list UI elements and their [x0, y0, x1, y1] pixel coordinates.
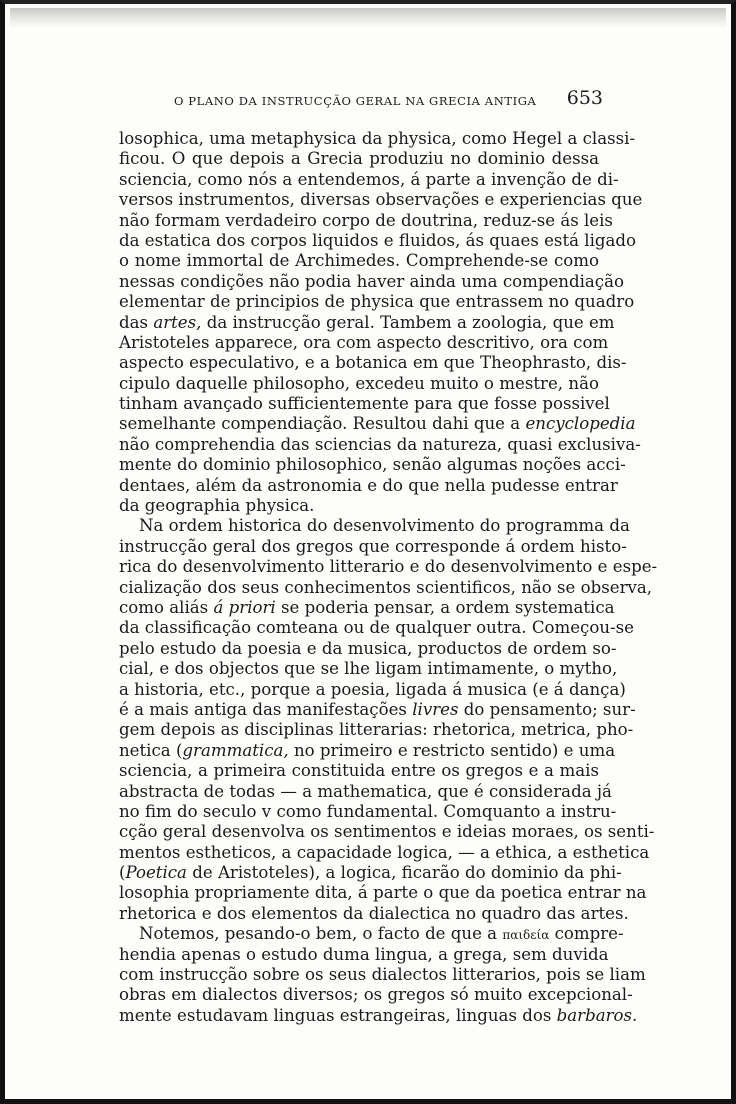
text-run: no primeiro e restricto sentido) e uma — [288, 740, 616, 760]
text-line: aspecto especulativo, e a botanica em que Theophrasto, dis- — [119, 353, 627, 373]
italic-run: barbaros. — [556, 1005, 638, 1025]
text-run: mente estudavam linguas estrangeiras, linguas dos — [119, 1005, 557, 1025]
italic-run: á priori — [213, 597, 276, 617]
page-number: 653 — [566, 87, 603, 109]
text-run: Notemos, pesando-o bem, o facto de que a — [139, 924, 503, 944]
text-line: dentaes, além da astronomia e do que nella pudesse entrar — [119, 475, 618, 495]
text-line: mente do dominio philosophico, senão algumas noções acci- — [119, 455, 626, 475]
text-line: cipulo daquelle philosopho, excedeu muito o mestre, não — [119, 373, 599, 393]
text-line: não formam verdadeiro corpo de doutrina, reduz-se ás leis — [119, 210, 613, 230]
text-line — [119, 414, 636, 434]
text-line — [119, 740, 616, 761]
text-line: abstracta de todas — a mathematica, que é considerada já — [119, 781, 612, 801]
paragraph-1 — [119, 129, 643, 516]
text-run: é a mais antiga das manifestações — [119, 699, 413, 719]
text-line: pelo estudo da poesia e da musica, productos de ordem so- — [119, 638, 617, 658]
text-line: com instrucção sobre os seus dialectos litterarios, pois se liam — [119, 965, 646, 985]
text-run: netica ( — [119, 740, 183, 760]
text-line: cção geral desenvolva os sentimentos e ideias moraes, os senti- — [119, 822, 655, 842]
text-line: sciencia, a primeira constituida entre os gregos e a mais — [119, 761, 599, 781]
paragraph-2 — [119, 516, 658, 924]
text-line: cialização dos seus conhecimentos scientificos, não se observa, — [119, 577, 653, 597]
text-run: ( — [119, 863, 126, 883]
text-line: sciencia, como nós a entendemos, á parte a invenção de di- — [119, 169, 619, 189]
italic-run: encyclopedia — [525, 414, 636, 434]
text-line: Na ordem historica do desenvolvimento do programma da — [139, 516, 630, 536]
text-line — [119, 699, 636, 720]
text-run: do pensamento; sur- — [458, 699, 636, 719]
book-page — [119, 84, 658, 1026]
paragraph-3 — [119, 924, 646, 1026]
italic-run: Poetica — [125, 863, 187, 883]
text-line: a historia, etc., porque a poesia, ligada á musica (e á dança) — [119, 679, 626, 699]
text-run: semelhante compendiação. Resultou dahi que a — [119, 414, 526, 434]
text-line — [119, 863, 622, 883]
text-line — [119, 924, 624, 944]
running-title: O PLANO DA INSTRUCÇÃO GERAL NA GRECIA ANTIGA — [174, 94, 537, 108]
text-line: no fim do seculo v como fundamental. Comquanto a instru- — [119, 801, 617, 821]
text-run: se poderia pensar, a ordem systematica — [275, 597, 615, 617]
text-line: tinham avançado sufficientemente para que fosse possivel — [119, 394, 610, 414]
text-line: versos instrumentos, diversas observações e experiencias que — [119, 190, 643, 210]
text-line: cial, e dos objectos que se lhe ligam intimamente, o mytho, — [119, 659, 618, 679]
text-line: não comprehendia das sciencias da natureza, quasi exclusiva- — [119, 434, 641, 454]
text-line: nessas condições não podia haver ainda uma compendiação — [119, 271, 624, 291]
text-line: losophia propriamente dita, á parte o que da poetica entrar na — [119, 883, 647, 903]
italic-run: livres — [412, 699, 459, 719]
text-run: das — [119, 312, 154, 332]
running-header — [119, 84, 603, 114]
text-line: o nome immortal de Archimedes. Comprehende-se como — [119, 251, 599, 271]
greek-word: παιδεία — [502, 928, 550, 943]
text-line — [119, 1005, 638, 1026]
text-line: mentos estheticos, a capacidade logica, — a ethica, a esthetica — [119, 842, 650, 862]
text-line: elementar de principios de physica que entrassem no quadro — [119, 292, 635, 312]
text-run: da instrucção geral. Tambem a zoologia, que em — [201, 312, 615, 332]
text-line — [119, 597, 615, 618]
italic-run: grammatica, — [182, 740, 289, 760]
text-line: hendia apenas o estudo duma lingua, a grega, sem duvida — [119, 944, 609, 964]
text-line — [119, 312, 615, 333]
text-line: rica do desenvolvimento litterario e do desenvolvimento e espe- — [119, 557, 658, 577]
text-line: da estatica dos corpos liquidos e fluidos, ás quaes está ligado — [119, 230, 637, 250]
text-line: rhetorica e dos elementos da dialectica no quadro das artes. — [119, 903, 629, 923]
text-run: compre- — [549, 924, 624, 944]
text-line: da classificação comteana ou de qualquer outra. Começou-se — [119, 618, 634, 638]
text-line: da geographia physica. — [119, 496, 315, 516]
text-run: de Aristoteles), a logica, ficarão do dominio da phi- — [186, 863, 622, 883]
text-line: ficou. O que depois a Grecia produziu no dominio dessa — [119, 149, 599, 169]
text-line: losophica, uma metaphysica da physica, como Hegel a classi- — [119, 129, 636, 148]
scan-shadow — [10, 8, 726, 28]
text-line: Aristoteles apparece, ora com aspecto descritivo, ora com — [119, 332, 609, 352]
italic-run: artes, — [153, 312, 202, 332]
text-line: obras em dialectos diversos; os gregos só muito excepcional- — [119, 985, 633, 1005]
text-line: gem depois as disciplinas litterarias: rhetorica, metrica, pho- — [119, 720, 634, 740]
text-run: como aliás — [119, 597, 214, 617]
text-line: instrucção geral dos gregos que corresponde á ordem histo- — [119, 536, 627, 556]
body-text — [119, 129, 658, 1026]
